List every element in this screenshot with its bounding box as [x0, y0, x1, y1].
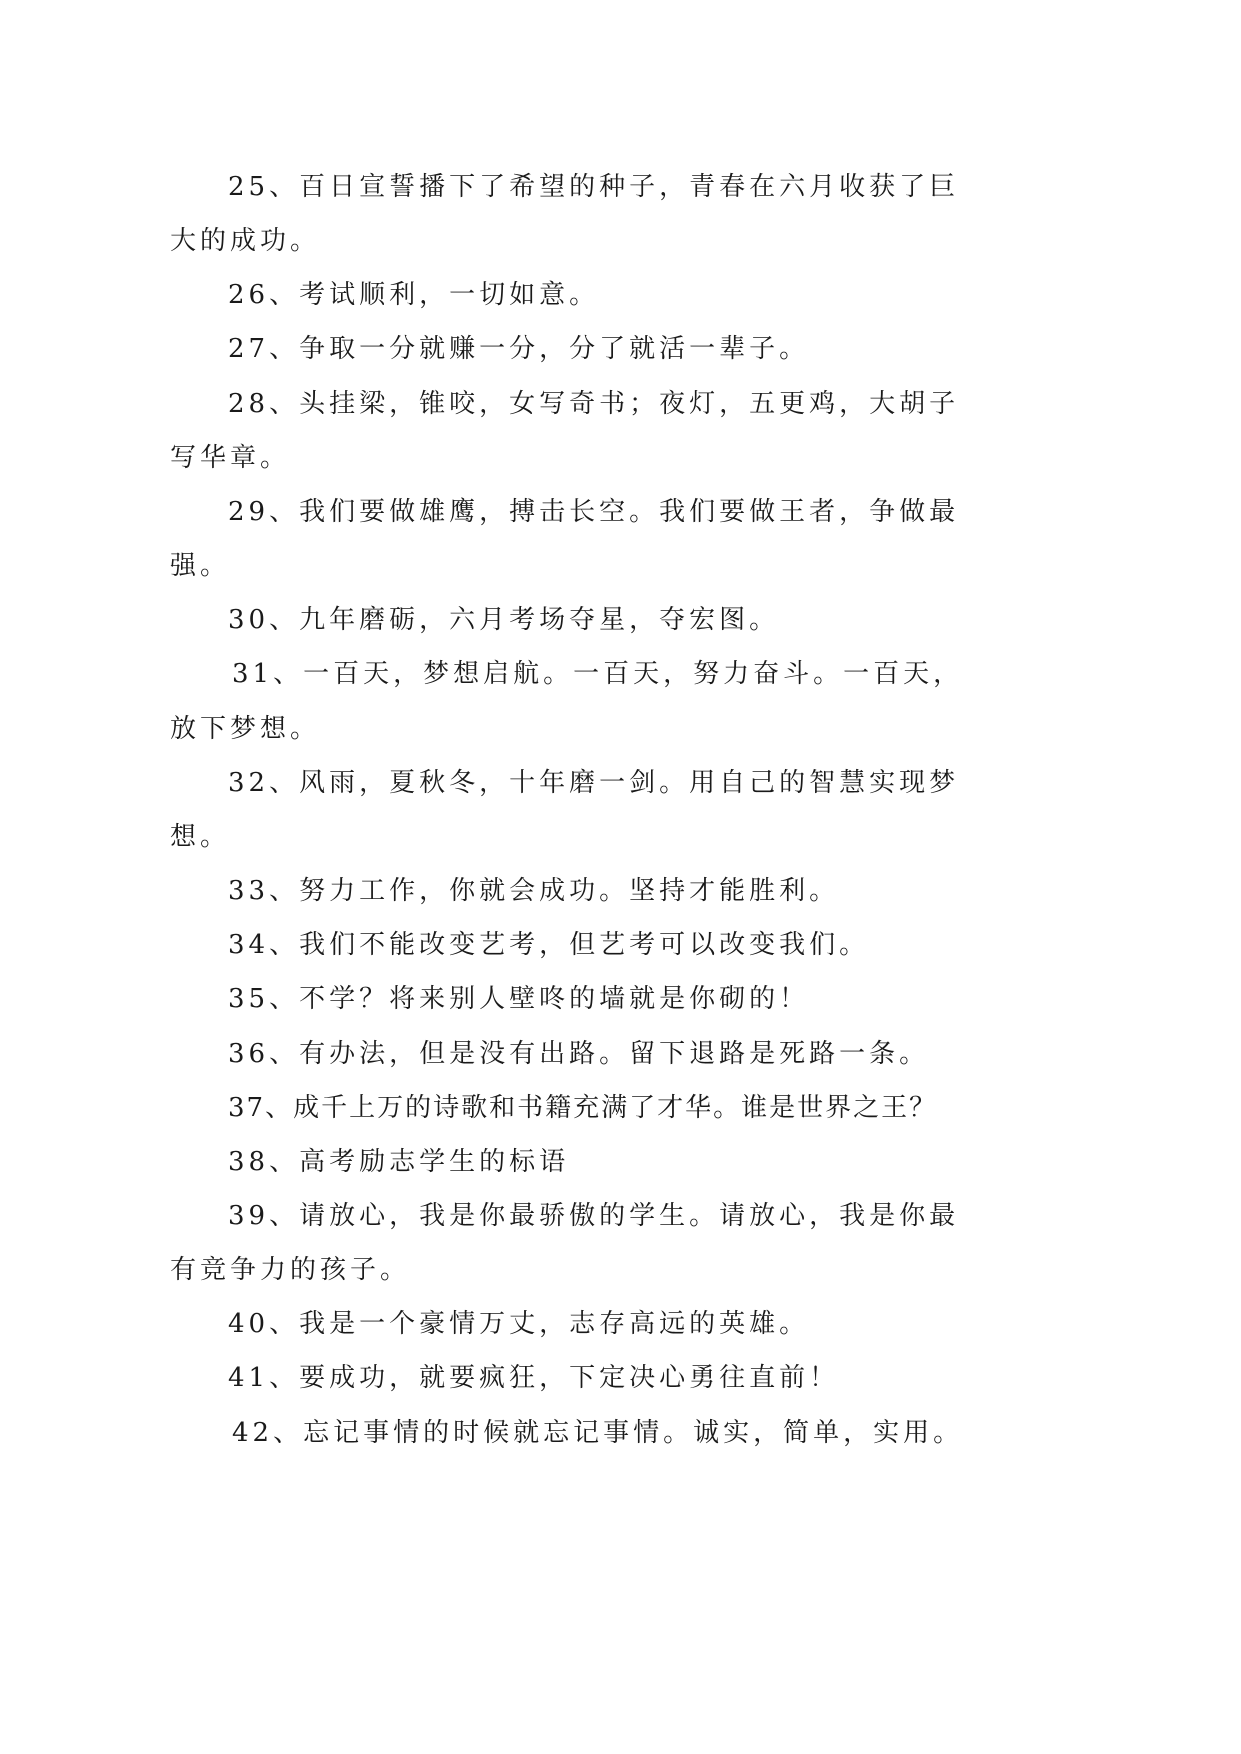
item-34-line-1: 34、我们不能改变艺考，但艺考可以改变我们。: [228, 930, 870, 961]
item-26-line-1: 26、考试顺利，一切如意。: [228, 280, 600, 311]
slogan-list: [170, 160, 1070, 1460]
item-36-line-1: 36、有办法，但是没有出路。留下退路是死路一条。: [228, 1038, 930, 1069]
item-27-line-1: 27、争取一分就赚一分，分了就活一辈子。: [228, 334, 810, 365]
item-30-line-1: 30、九年磨砺，六月考场夺星，夺宏图。: [228, 605, 780, 636]
item-39-line-1: 39、请放心，我是你最骄傲的学生。请放心，我是你最: [228, 1200, 960, 1231]
item-32-line-2: 想。: [170, 821, 231, 852]
item-31-line-2: 放下梦想。: [170, 713, 321, 744]
item-29-line-2: 强。: [170, 551, 231, 582]
item-37-line-1: 37、成千上万的诗歌和书籍充满了才华。谁是世界之王？: [228, 1092, 938, 1123]
item-38-line-1: 38、高考励志学生的标语: [228, 1146, 570, 1177]
item-33-line-1: 33、努力工作，你就会成功。坚持才能胜利。: [228, 876, 840, 907]
item-28-line-1: 28、头挂梁，锥咬，女写奇书；夜灯，五更鸡，大胡子: [228, 388, 960, 419]
item-25-line-1: 25、百日宣誓播下了希望的种子，青春在六月收获了巨: [228, 172, 960, 202]
item-39-line-2: 有竞争力的孩子。: [170, 1255, 411, 1286]
item-29-line-1: 29、我们要做雄鹰，搏击长空。我们要做王者，争做最: [228, 496, 960, 527]
item-40-line-1: 40、我是一个豪情万丈，志存高远的英雄。: [228, 1309, 810, 1340]
item-28-line-2: 写华章。: [170, 442, 291, 473]
item-32-line-1: 32、风雨，夏秋冬，十年磨一剑。用自己的智慧实现梦: [228, 767, 960, 798]
item-35-line-1: 35、不学？将来别人壁咚的墙就是你砌的！: [228, 984, 810, 1015]
item-42-line-1: 42、忘记事情的时候就忘记事情。诚实，简单，实用。: [232, 1417, 964, 1448]
item-25-line-2: 大的成功。: [170, 226, 321, 257]
item-41-line-1: 41、要成功，就要疯狂，下定决心勇往直前！: [228, 1363, 840, 1394]
item-31-line-1: 31、一百天，梦想启航。一百天，努力奋斗。一百天，: [232, 659, 964, 690]
